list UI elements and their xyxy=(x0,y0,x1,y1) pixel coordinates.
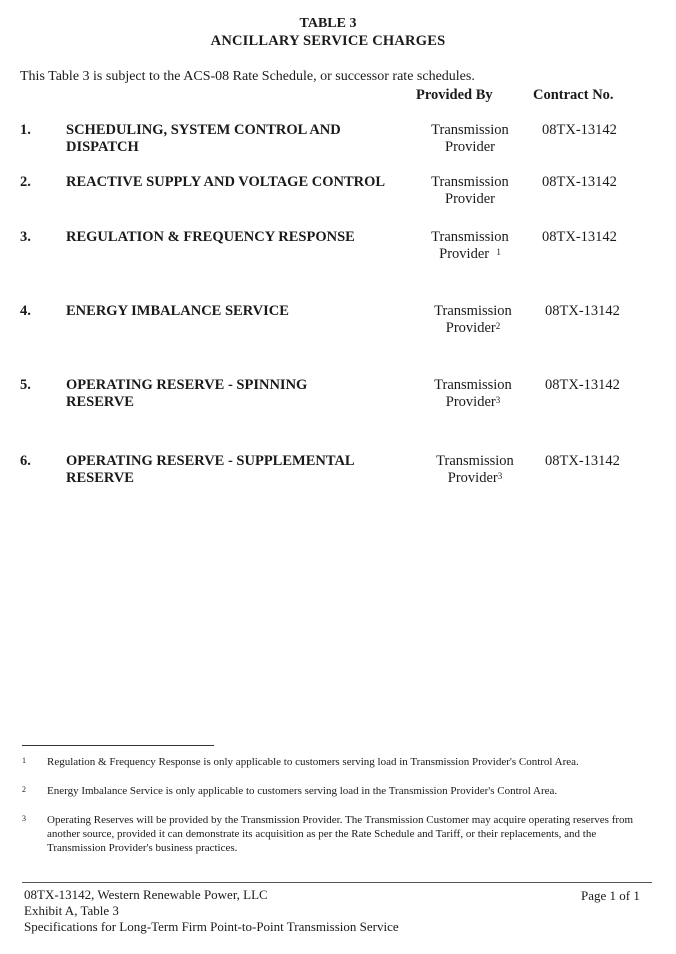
footnote-ref: 2 xyxy=(495,321,501,331)
provider-line2: Provider xyxy=(445,394,496,410)
provider-cell xyxy=(413,453,537,487)
provider-line2: Provider xyxy=(439,246,490,262)
contract-number: 08TX-13142 xyxy=(545,453,620,469)
intro-text: This Table 3 is subject to the ACS-08 Rate Schedule, or successor rate schedules. xyxy=(20,69,475,84)
service-name: OPERATING RESERVE - SPINNING RESERVE xyxy=(66,377,308,410)
footnote-ref: 3 xyxy=(495,395,501,405)
table-title: TABLE 3 xyxy=(299,16,357,31)
footnote-mark: 1 xyxy=(22,756,26,765)
footnote-mark: 3 xyxy=(22,814,26,823)
row-number: 6. xyxy=(20,453,31,469)
row-number: 5. xyxy=(20,377,31,393)
provider-line2: Provider xyxy=(445,191,495,207)
provider-line1: Transmission xyxy=(434,303,512,319)
provider-cell xyxy=(408,229,532,263)
footnote-divider xyxy=(22,745,214,746)
provider-cell xyxy=(408,122,532,156)
provider-line1: Transmission xyxy=(434,377,512,393)
contract-number: 08TX-13142 xyxy=(542,174,617,190)
column-header-provided-by: Provided By xyxy=(416,87,493,103)
service-name: REACTIVE SUPPLY AND VOLTAGE CONTROL xyxy=(66,174,386,190)
row-number: 2. xyxy=(20,174,31,190)
contract-number: 08TX-13142 xyxy=(545,377,620,393)
provider-line1: Transmission xyxy=(436,453,514,469)
footnote-text: Energy Imbalance Service is only applicable to customers serving load in the Transmission Provider's Control Area. xyxy=(47,785,558,797)
provider-line1: Transmission xyxy=(431,174,509,190)
service-name: SCHEDULING, SYSTEM CONTROL AND DISPATCH xyxy=(66,122,341,155)
service-name: OPERATING RESERVE - SUPPLEMENTAL RESERVE xyxy=(66,453,354,486)
footer-exhibit-line: Exhibit A, Table 3 xyxy=(24,903,119,918)
footer-contract-line: 08TX-13142, Western Renewable Power, LLC xyxy=(24,887,268,902)
service-name: REGULATION & FREQUENCY RESPONSE xyxy=(66,229,355,245)
footer-divider xyxy=(22,882,652,883)
row-number: 3. xyxy=(20,229,31,245)
provider-cell xyxy=(411,303,535,337)
provider-cell xyxy=(411,377,535,411)
table-subtitle: ANCILLARY SERVICE CHARGES xyxy=(210,33,446,49)
provider-line1: Transmission xyxy=(431,229,509,245)
footnote-ref: 1 xyxy=(496,247,501,257)
column-header-contract-no: Contract No. xyxy=(533,87,614,103)
provider-cell xyxy=(408,174,532,208)
row-number: 1. xyxy=(20,122,31,138)
contract-number: 08TX-13142 xyxy=(542,229,617,245)
footer-spec-line: Specifications for Long-Term Firm Point-to-Point Transmission Service xyxy=(24,919,399,934)
contract-number: 08TX-13142 xyxy=(545,303,620,319)
contract-number: 08TX-13142 xyxy=(542,122,617,138)
footnote-ref: 3 xyxy=(497,471,503,481)
provider-line1: Transmission xyxy=(431,122,509,138)
footnote-text: Regulation & Frequency Response is only applicable to customers serving load in Transmission Provider's Control Area. xyxy=(47,756,579,768)
service-name: ENERGY IMBALANCE SERVICE xyxy=(66,303,289,319)
provider-line2: Provider xyxy=(445,320,496,336)
row-number: 4. xyxy=(20,303,31,319)
page-number: Page 1 of 1 xyxy=(581,888,640,903)
provider-line2: Provider xyxy=(447,470,498,486)
provider-line2: Provider xyxy=(445,139,495,155)
footnote-text: Operating Reserves will be provided by the Transmission Provider. The Transmission Customer may acquire operating reserves from another source, provided it can demonstrate its acquisition as per the Rate Schedule and Tariff, or their replacements, and the Transmission Provider's business practices. xyxy=(47,814,634,854)
footnote-mark: 2 xyxy=(22,785,26,794)
